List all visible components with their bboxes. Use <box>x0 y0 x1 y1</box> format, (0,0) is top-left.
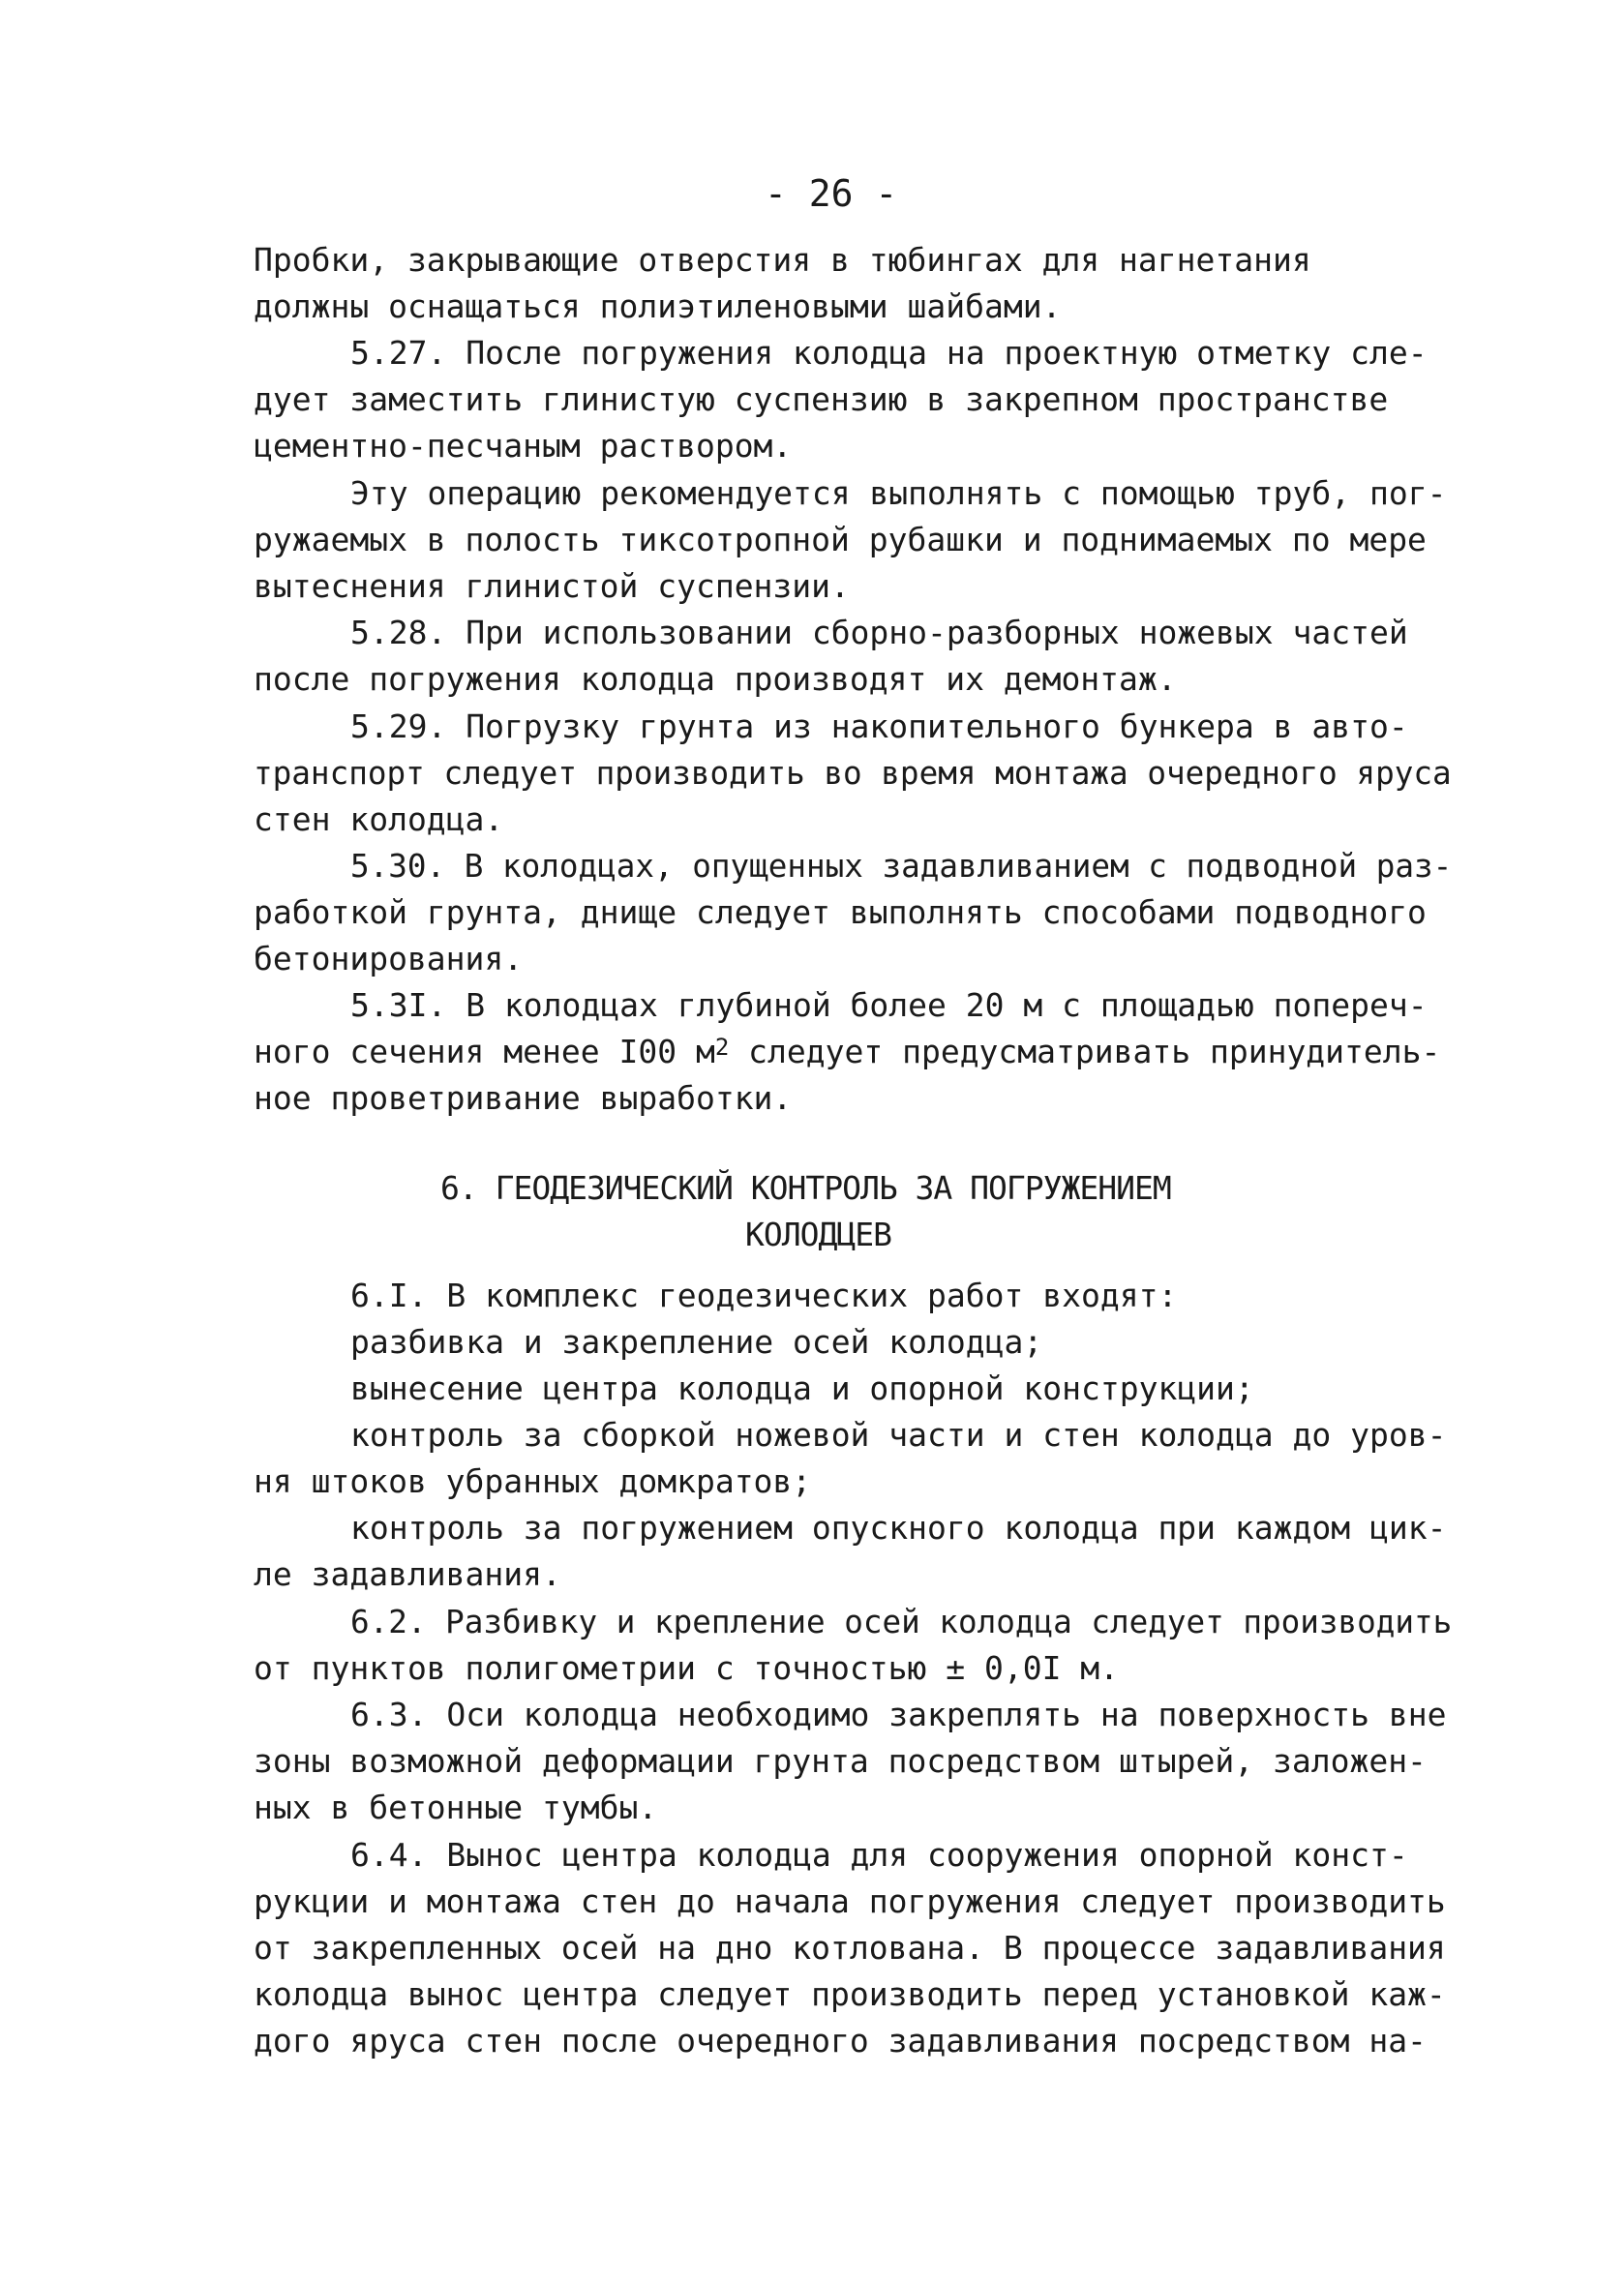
section-heading-cont: КОЛОДЦЕВ <box>745 1216 891 1253</box>
text-line: транспорт следует производить во время монтажа очередного яруса <box>254 754 1452 792</box>
text-line: должны оснащаться полиэтиленовыми шайбами. <box>254 287 1062 325</box>
text-line <box>254 1029 1440 1075</box>
text-line: 6.3. Оси колодца необходимо закреплять на поверхность вне <box>350 1696 1447 1733</box>
page-number: - 26 - <box>765 172 898 215</box>
text-line: 6.4. Вынос центра колодца для сооружения опорной конст- <box>350 1836 1408 1874</box>
text-line: бетонирования. <box>254 940 524 978</box>
text-line: вынесение центра колодца и опорной конструкции; <box>350 1369 1254 1407</box>
text-line: работкой грунта, днище следует выполнять способами подводного <box>254 893 1427 931</box>
text-line: 5.28. При использовании сборно-разборных ножевых частей <box>350 614 1408 651</box>
text-line: контроль за погружением опускного колодца при каждом цик- <box>350 1509 1447 1547</box>
text-line: ное проветривание выработки. <box>254 1079 793 1117</box>
text-line: вытеснения глинистой суспензии. <box>254 567 850 605</box>
text-line: дует заместить глинистую суспензию в закрепном пространстве <box>254 380 1389 418</box>
text-line: стен колодца. <box>254 800 504 838</box>
text-line: 5.30. В колодцах, опущенных задавливанием с подводной раз- <box>350 847 1453 885</box>
text-fragment: ного сечения менее I00 м <box>254 1033 715 1070</box>
text-line: 6.2. Разбивку и крепление осей колодца следует производить <box>350 1603 1453 1640</box>
text-line: 5.29. Погрузку грунта из накопительного бункера в авто- <box>350 707 1408 745</box>
text-line: колодца вынос центра следует производить перед установкой каж- <box>254 1975 1446 2013</box>
text-line: от пунктов полигометрии с точностью ± 0,0I м. <box>254 1649 1120 1687</box>
text-line: ных в бетонные тумбы. <box>254 1789 658 1826</box>
text-line: 5.3I. В колодцах глубиной более 20 м с площадью попереч- <box>350 986 1428 1024</box>
text-line: дого яруса стен после очередного задавливания посредством на- <box>254 2022 1427 2060</box>
text-line: зоны возможной деформации грунта посредством штырей, заложен- <box>254 1742 1427 1780</box>
text-line: контроль за сборкой ножевой части и стен колодца до уров- <box>350 1416 1447 1454</box>
text-line: после погружения колодца производят их демонтаж. <box>254 660 1177 698</box>
text-line: от закрепленных осей на дно котлована. В процессе задавливания <box>254 1929 1446 1967</box>
text-line: ле задавливания. <box>254 1555 561 1593</box>
text-line: Пробки, закрывающие отверстия в тюбингах для нагнетания <box>254 241 1311 279</box>
text-line: ня штоков убранных домкратов; <box>254 1462 812 1500</box>
text-line: ружаемых в полость тиксотропной рубашки и поднимаемых по мере <box>254 521 1427 558</box>
text-fragment: следует предусматривать принудитель- <box>729 1033 1441 1070</box>
text-line: Эту операцию рекомендуется выполнять с помощью труб, пог- <box>350 474 1447 512</box>
text-line: 6.I. В комплекс геодезических работ входят: <box>350 1277 1178 1314</box>
text-line: цементно-песчаным раствором. <box>254 427 793 465</box>
section-heading: 6. ГЕОДЕЗИЧЕСКИЙ КОНТРОЛЬ ЗА ПОГРУЖЕНИЕМ <box>440 1169 1171 1207</box>
text-line: 5.27. После погружения колодца на проектную отметку сле- <box>350 334 1428 372</box>
text-line: разбивка и закрепление осей колодца; <box>350 1323 1043 1361</box>
superscript: 2 <box>714 1034 730 1061</box>
text-line: рукции и монтажа стен до начала погружения следует производить <box>254 1882 1446 1920</box>
